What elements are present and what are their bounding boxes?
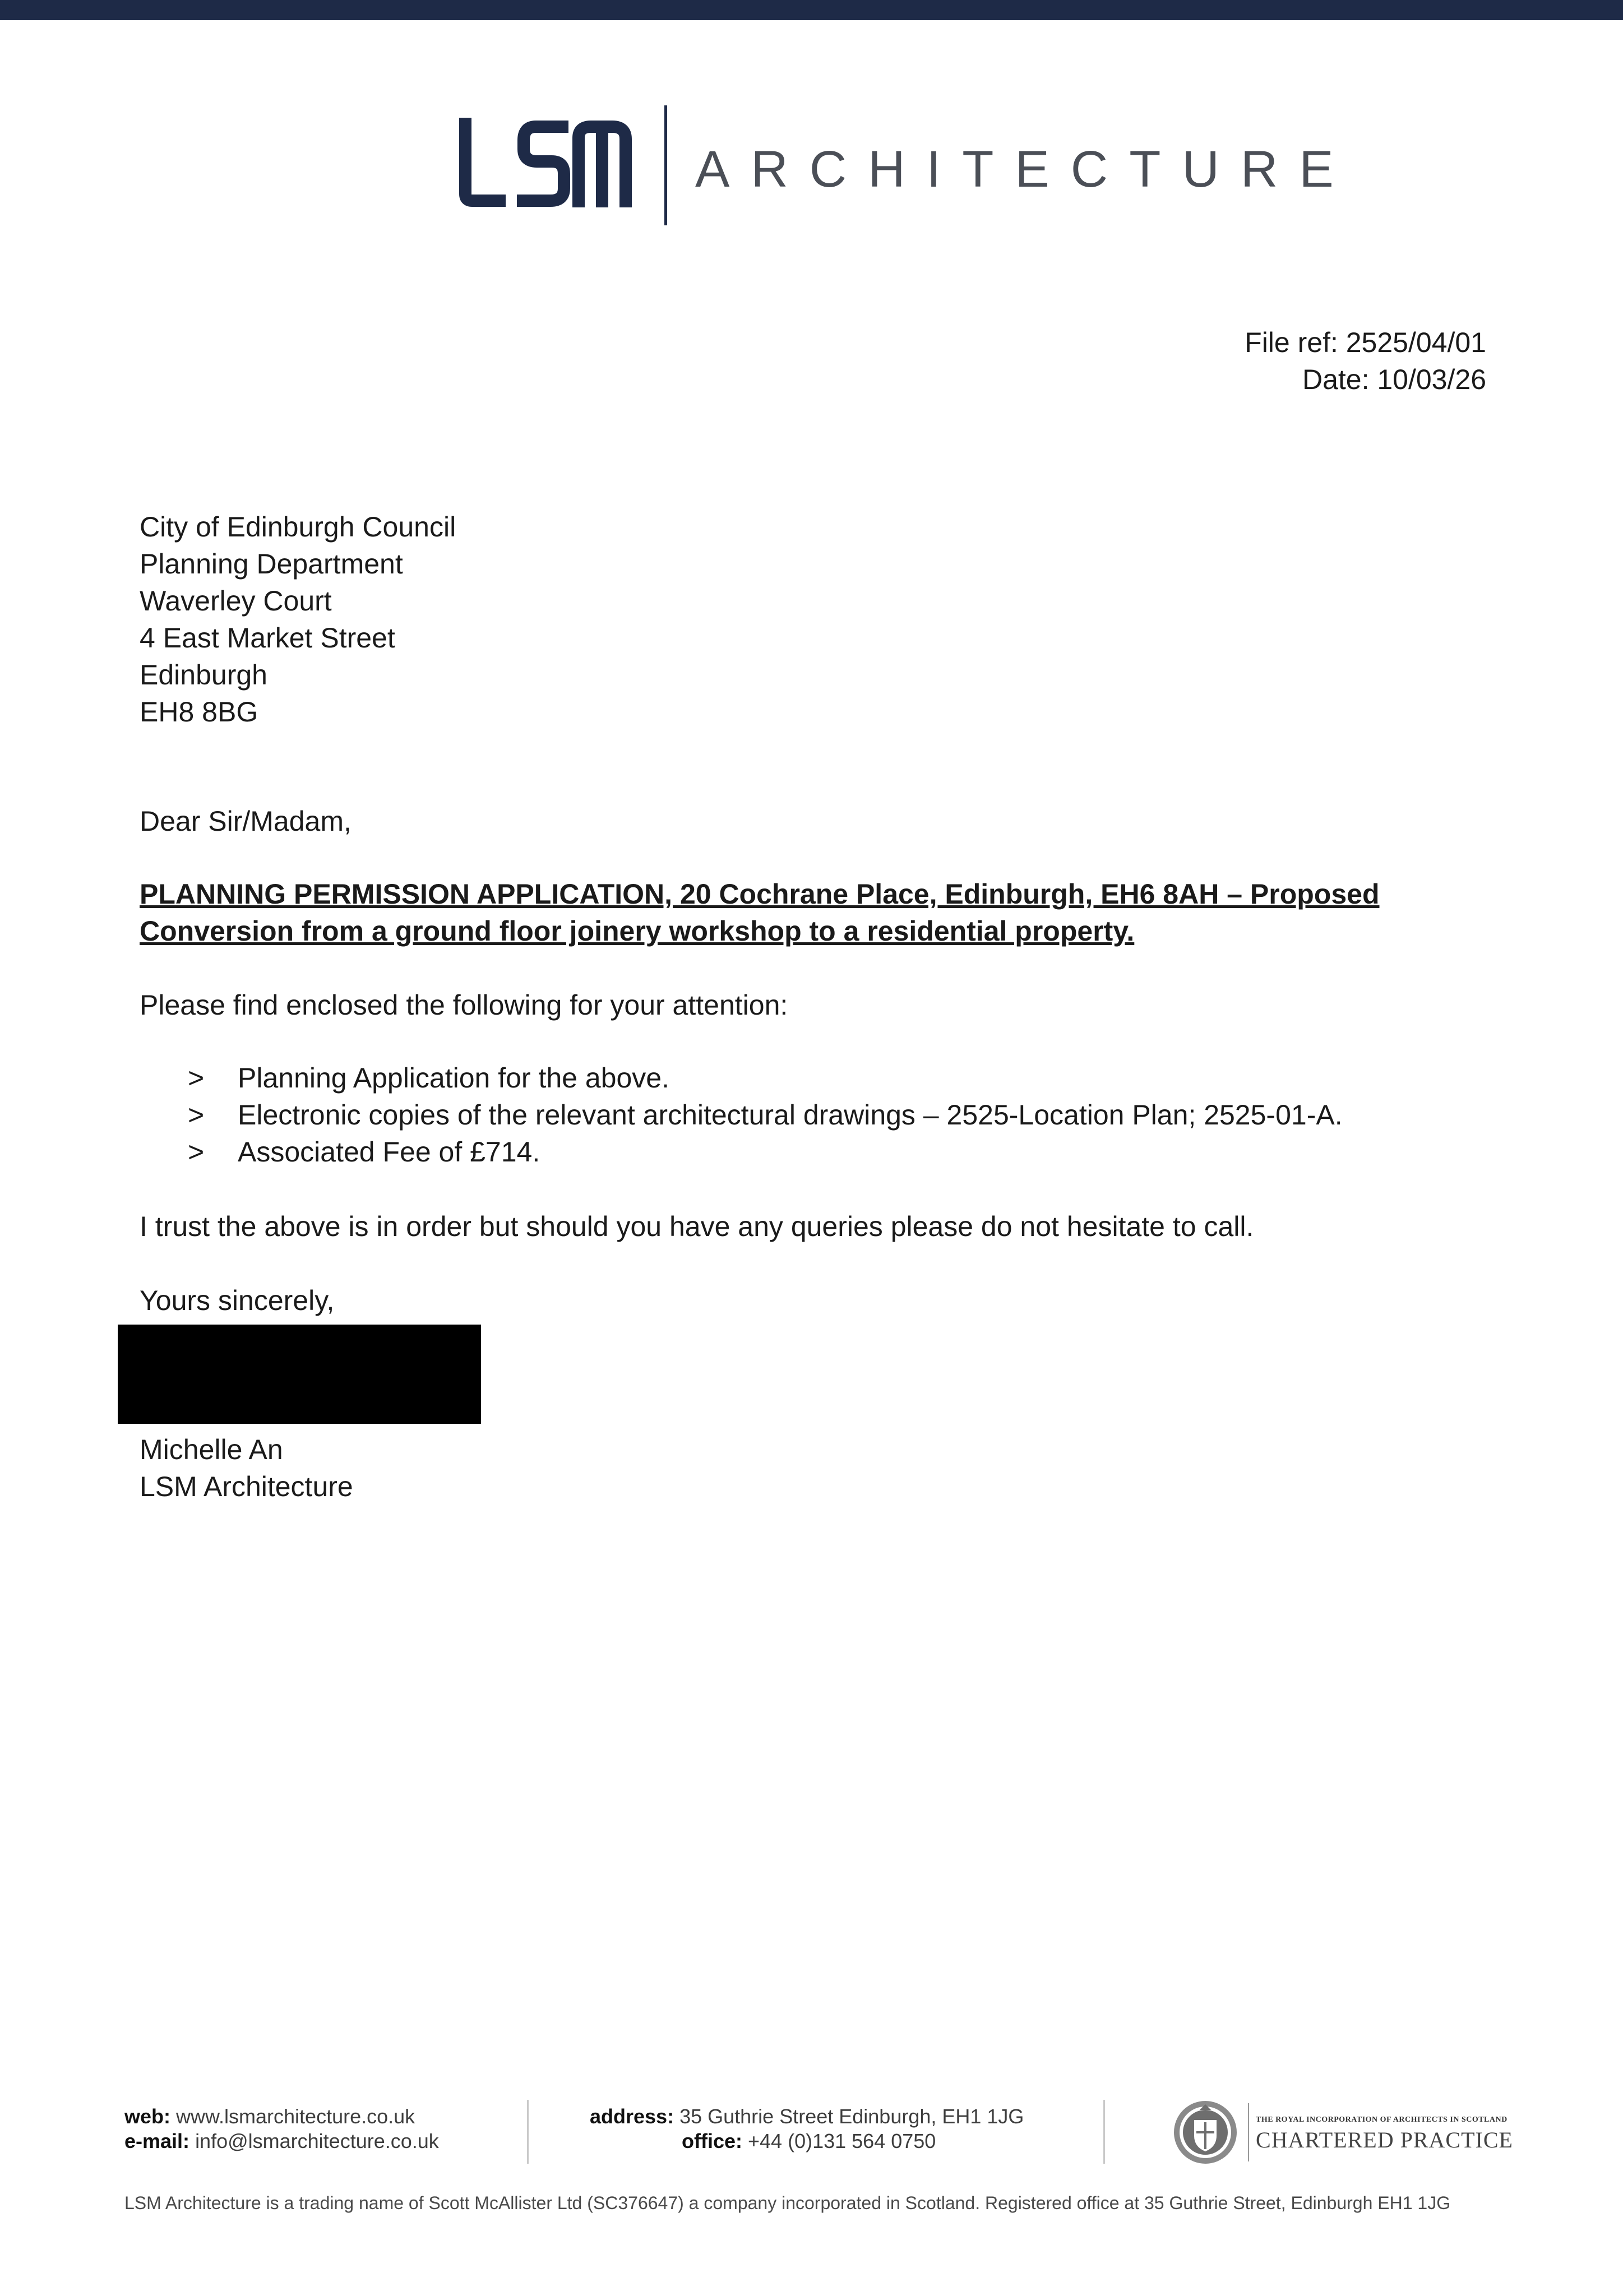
enclosures-list (140, 1059, 1343, 1170)
rias-name: THE ROYAL INCORPORATION OF ARCHITECTS IN SCOTLAND (1256, 2116, 1508, 2124)
enclosure-text: Planning Application for the above. (238, 1062, 669, 1094)
list-item (140, 1133, 1343, 1170)
redacted-signature (118, 1325, 481, 1424)
letter-date: Date: 10/03/26 (1302, 364, 1486, 395)
footer-address (590, 2104, 1024, 2154)
reference-block (1245, 324, 1486, 398)
address-line: Edinburgh (140, 659, 267, 691)
list-item (140, 1096, 1343, 1133)
seal-divider (1248, 2103, 1249, 2161)
top-brand-bar (0, 0, 1623, 20)
salutation: Dear Sir/Madam, (140, 806, 352, 837)
chevron-right-icon: > (188, 1062, 205, 1094)
recipient-address (140, 508, 456, 730)
office-label: office: (682, 2130, 742, 2152)
footer-contact (124, 2104, 439, 2154)
lsm-logo-mark (459, 118, 632, 207)
legal-notice: LSM Architecture is a trading name of Scott McAllister Ltd (SC376647) a company incorporated in Scotland. Registered office at 35 Guthrie Street, Edinburgh EH1 1JG (124, 2193, 1451, 2213)
address-label: address: (590, 2105, 674, 2128)
signatory-name: Michelle An (140, 1434, 283, 1465)
logo-divider (664, 105, 667, 225)
list-item (140, 1059, 1343, 1096)
address-line: Planning Department (140, 548, 403, 580)
enclosure-text: Associated Fee of £714. (238, 1136, 540, 1168)
address-value: 35 Guthrie Street Edinburgh, EH1 1JG (679, 2105, 1024, 2128)
signatory-company: LSM Architecture (140, 1471, 353, 1502)
intro-text: Please find enclosed the following for your attention: (140, 989, 788, 1021)
file-reference: File ref: 2525/04/01 (1245, 327, 1486, 358)
web-link[interactable]: www.lsmarchitecture.co.uk (176, 2105, 415, 2128)
address-line: EH8 8BG (140, 696, 258, 728)
sign-off: Yours sincerely, (140, 1285, 335, 1316)
letter-footer (0, 2091, 1623, 2169)
logo-wordmark: ARCHITECTURE (695, 141, 1355, 198)
chartered-practice-label: CHARTERED PRACTICE (1256, 2127, 1513, 2152)
enclosure-text: Electronic copies of the relevant architectural drawings – 2525-Location Plan; 2525-01-A. (238, 1099, 1343, 1131)
address-line: City of Edinburgh Council (140, 511, 456, 543)
email-link[interactable]: info@lsmarchitecture.co.uk (195, 2130, 439, 2152)
address-line: Waverley Court (140, 585, 332, 617)
email-label: e-mail: (124, 2130, 190, 2152)
letter-subject: PLANNING PERMISSION APPLICATION, 20 Cochrane Place, Edinburgh, EH6 8AH – Proposed Conversion from a ground floor joinery workshop to a residential property. (140, 878, 1380, 947)
footer-divider (1103, 2100, 1105, 2164)
address-line: 4 East Market Street (140, 622, 395, 654)
chevron-right-icon: > (188, 1099, 205, 1131)
office-phone: +44 (0)131 564 0750 (748, 2130, 936, 2152)
footer-divider (527, 2100, 529, 2164)
closing-paragraph: I trust the above is in order but should you have any queries please do not hesitate to call. (140, 1211, 1254, 1242)
chevron-right-icon: > (188, 1136, 205, 1168)
signatory-block (140, 1431, 353, 1505)
web-label: web: (124, 2105, 171, 2128)
rias-seal-icon (1172, 2099, 1239, 2166)
